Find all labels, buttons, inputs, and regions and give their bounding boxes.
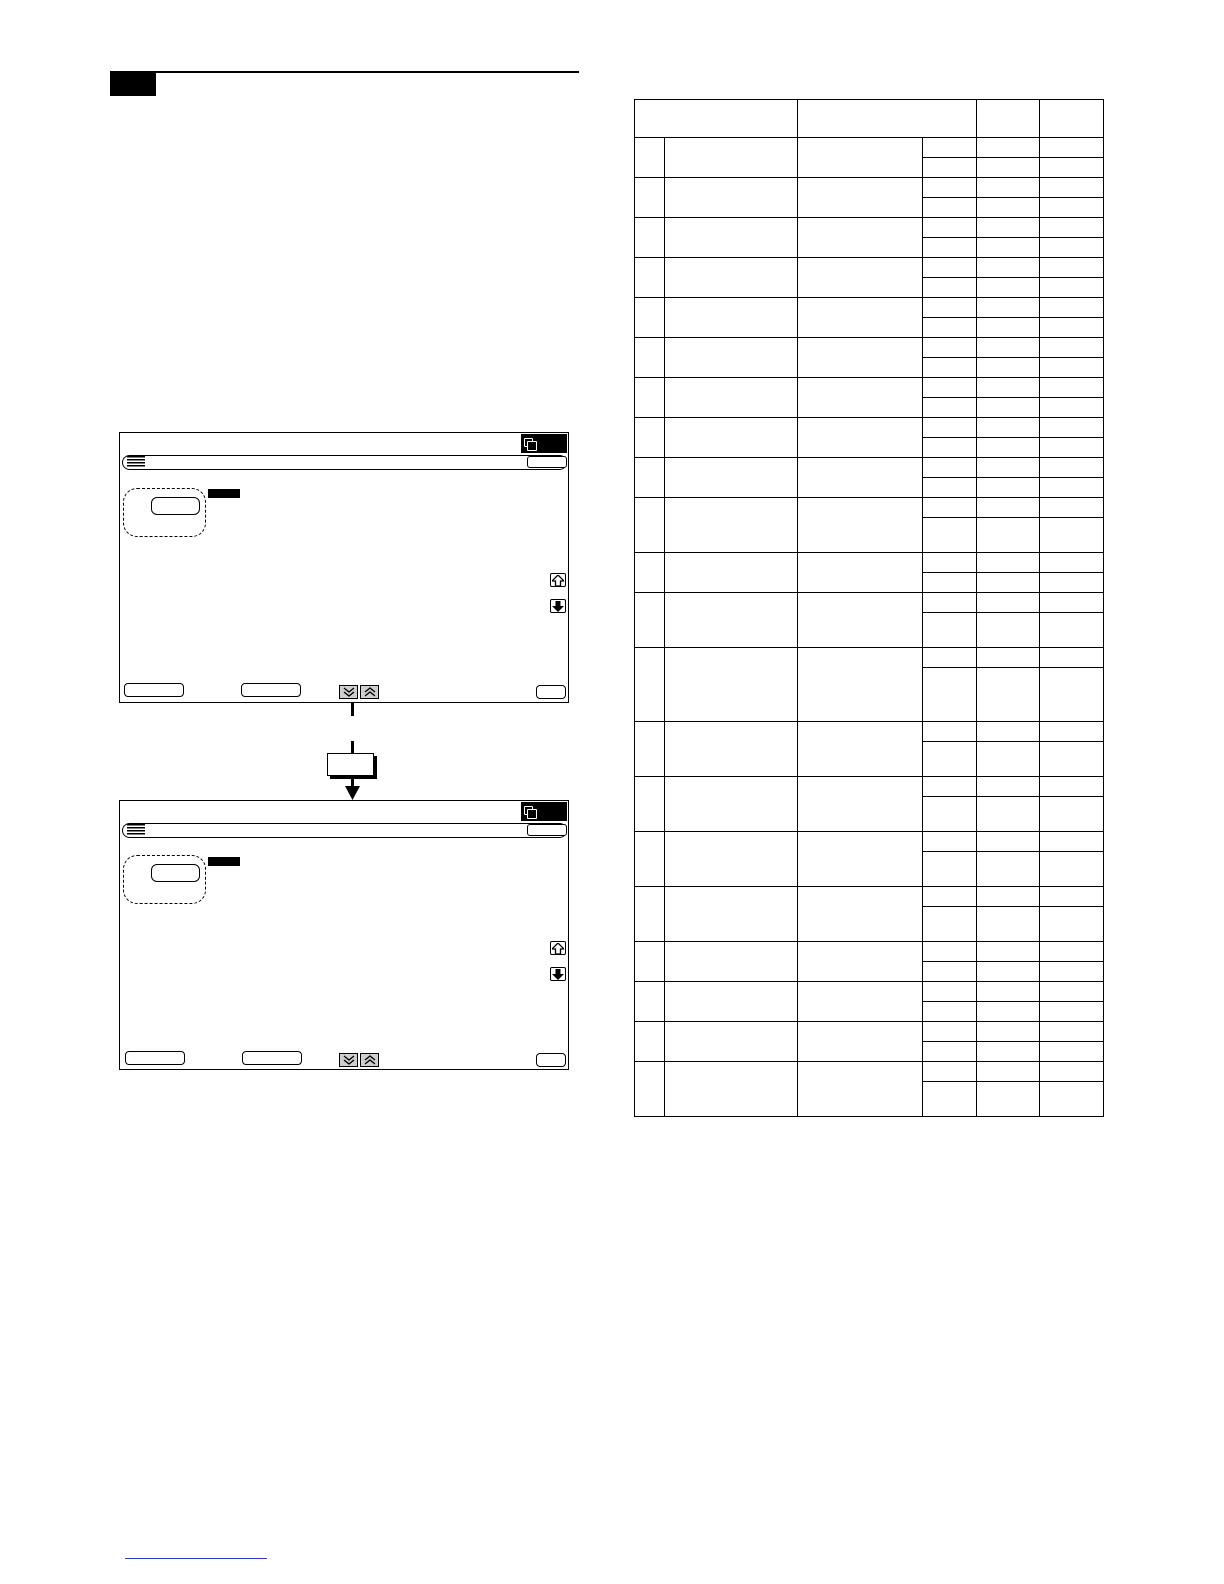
sub-cell — [923, 1042, 977, 1062]
screen-title — [128, 437, 508, 451]
double-down-icon — [343, 1055, 355, 1065]
value-b-cell — [1040, 478, 1104, 498]
row-number-cell — [635, 418, 665, 458]
value-a-cell — [977, 518, 1040, 553]
sub-cell — [923, 668, 977, 722]
flow-arrow-icon — [345, 786, 360, 800]
bottom-left-button[interactable] — [124, 683, 184, 697]
value-a-cell — [977, 418, 1040, 438]
sub-cell — [923, 613, 977, 648]
page-down-button[interactable] — [339, 685, 358, 699]
item-cell — [665, 418, 798, 458]
row-number-cell — [635, 258, 665, 298]
value-a-cell — [977, 593, 1040, 613]
menu-bar[interactable] — [122, 823, 567, 838]
tag-label — [208, 489, 240, 498]
value-a-cell — [977, 358, 1040, 378]
footer-link[interactable] — [125, 1558, 267, 1559]
spec-table — [634, 99, 1104, 1117]
sub-cell — [923, 942, 977, 962]
value-a-cell — [977, 907, 1040, 942]
value-a-cell — [977, 1022, 1040, 1042]
row-number-cell — [635, 378, 665, 418]
row-number-cell — [635, 458, 665, 498]
value-b-cell — [1040, 438, 1104, 458]
status-box — [521, 434, 567, 453]
double-down-icon — [343, 687, 355, 697]
value-b-cell — [1040, 1062, 1104, 1082]
scroll-down-arrow-icon — [552, 601, 564, 612]
table-row — [635, 258, 1104, 278]
value-a-cell — [977, 498, 1040, 518]
content-cell — [798, 138, 923, 178]
sub-cell — [923, 593, 977, 613]
value-a-cell — [977, 613, 1040, 648]
value-a-cell — [977, 478, 1040, 498]
value-a-cell — [977, 942, 1040, 962]
sub-cell — [923, 797, 977, 832]
value-a-cell — [977, 178, 1040, 198]
section-rule — [156, 71, 579, 73]
value-a-cell — [977, 742, 1040, 777]
value-b-cell — [1040, 398, 1104, 418]
sub-cell — [923, 438, 977, 458]
table-row — [635, 777, 1104, 797]
item-cell — [665, 593, 798, 648]
value-a-cell — [977, 648, 1040, 668]
content-cell — [798, 418, 923, 458]
value-b-cell — [1040, 418, 1104, 438]
sub-cell — [923, 498, 977, 518]
row-number-cell — [635, 887, 665, 942]
value-a-cell — [977, 458, 1040, 478]
item-cell — [665, 218, 798, 258]
value-b-cell — [1040, 852, 1104, 887]
section-tag — [110, 71, 156, 96]
value-a-cell — [977, 1002, 1040, 1022]
sub-cell — [923, 887, 977, 907]
row-number-cell — [635, 178, 665, 218]
menu-bar[interactable] — [122, 455, 567, 470]
sub-cell — [923, 138, 977, 158]
sub-cell — [923, 378, 977, 398]
value-b-cell — [1040, 887, 1104, 907]
value-b-cell — [1040, 907, 1104, 942]
value-a-cell — [977, 378, 1040, 398]
sub-cell — [923, 218, 977, 238]
value-b-cell — [1040, 138, 1104, 158]
screen-title — [128, 805, 508, 819]
sub-cell — [923, 198, 977, 218]
sub-cell — [923, 398, 977, 418]
item-cell — [665, 887, 798, 942]
group-button[interactable] — [151, 864, 200, 882]
sub-cell — [923, 648, 977, 668]
screen-panel-2 — [119, 800, 569, 1070]
value-b-cell — [1040, 742, 1104, 777]
content-cell — [798, 498, 923, 553]
table-row — [635, 1062, 1104, 1082]
value-b-cell — [1040, 962, 1104, 982]
flow-step-box — [327, 753, 374, 776]
sub-cell — [923, 418, 977, 438]
setting-group — [123, 855, 206, 904]
double-up-icon — [364, 1055, 376, 1065]
value-a-cell — [977, 777, 1040, 797]
content-cell — [798, 942, 923, 982]
scroll-up-button[interactable] — [550, 941, 566, 955]
value-b-cell — [1040, 573, 1104, 593]
table-row — [635, 942, 1104, 962]
scroll-down-arrow-icon — [552, 969, 564, 980]
sub-cell — [923, 982, 977, 1002]
value-b-cell — [1040, 593, 1104, 613]
content-cell — [798, 1062, 923, 1117]
value-b-cell — [1040, 238, 1104, 258]
table-row — [635, 178, 1104, 198]
content-cell — [798, 553, 923, 593]
item-cell — [665, 648, 798, 722]
item-cell — [665, 832, 798, 887]
value-b-cell — [1040, 358, 1104, 378]
value-a-cell — [977, 553, 1040, 573]
row-number-cell — [635, 218, 665, 258]
header-cell — [977, 100, 1040, 138]
table-row — [635, 832, 1104, 852]
value-b-cell — [1040, 258, 1104, 278]
value-a-cell — [977, 238, 1040, 258]
row-number-cell — [635, 498, 665, 553]
table-row — [635, 1022, 1104, 1042]
value-b-cell — [1040, 318, 1104, 338]
tag-label — [208, 857, 240, 866]
sub-cell — [923, 478, 977, 498]
value-b-cell — [1040, 298, 1104, 318]
value-b-cell — [1040, 648, 1104, 668]
sub-cell — [923, 158, 977, 178]
sub-cell — [923, 553, 977, 573]
value-b-cell — [1040, 553, 1104, 573]
page-up-button[interactable] — [360, 1053, 379, 1067]
row-number-cell — [635, 298, 665, 338]
content-cell — [798, 458, 923, 498]
sub-cell — [923, 777, 977, 797]
sub-cell — [923, 518, 977, 553]
scroll-up-arrow-icon — [552, 943, 564, 954]
row-number-cell — [635, 777, 665, 832]
bottom-left-button[interactable] — [125, 1051, 185, 1065]
row-number-cell — [635, 722, 665, 777]
item-cell — [665, 258, 798, 298]
table-row — [635, 553, 1104, 573]
value-a-cell — [977, 338, 1040, 358]
sub-cell — [923, 458, 977, 478]
value-a-cell — [977, 138, 1040, 158]
sub-cell — [923, 1062, 977, 1082]
value-a-cell — [977, 668, 1040, 722]
header-cell — [798, 100, 977, 138]
content-cell — [798, 338, 923, 378]
value-b-cell — [1040, 777, 1104, 797]
setting-group — [123, 488, 206, 537]
value-b-cell — [1040, 668, 1104, 722]
value-b-cell — [1040, 722, 1104, 742]
item-cell — [665, 722, 798, 777]
item-cell — [665, 553, 798, 593]
row-number-cell — [635, 942, 665, 982]
screen-panel-1 — [119, 432, 569, 703]
sub-cell — [923, 278, 977, 298]
row-number-cell — [635, 648, 665, 722]
value-b-cell — [1040, 218, 1104, 238]
value-b-cell — [1040, 1082, 1104, 1117]
sub-cell — [923, 318, 977, 338]
content-cell — [798, 887, 923, 942]
scroll-down-button[interactable] — [550, 599, 566, 613]
sub-cell — [923, 722, 977, 742]
item-cell — [665, 942, 798, 982]
table-row — [635, 218, 1104, 238]
group-button[interactable] — [151, 497, 200, 515]
table-row — [635, 138, 1104, 158]
row-number-cell — [635, 553, 665, 593]
sub-cell — [923, 852, 977, 887]
item-cell — [665, 458, 798, 498]
value-a-cell — [977, 278, 1040, 298]
value-a-cell — [977, 1082, 1040, 1117]
sub-cell — [923, 1002, 977, 1022]
table-row — [635, 498, 1104, 518]
value-a-cell — [977, 298, 1040, 318]
content-cell — [798, 832, 923, 887]
content-cell — [798, 1022, 923, 1062]
item-cell — [665, 1062, 798, 1117]
return-button[interactable] — [527, 456, 567, 468]
value-a-cell — [977, 198, 1040, 218]
table-header-row — [635, 100, 1104, 138]
value-a-cell — [977, 982, 1040, 1002]
content-cell — [798, 378, 923, 418]
flow-line-mid — [351, 741, 354, 753]
value-a-cell — [977, 398, 1040, 418]
sub-cell — [923, 258, 977, 278]
header-cell — [1040, 100, 1104, 138]
item-cell — [665, 178, 798, 218]
table-row — [635, 378, 1104, 398]
sub-cell — [923, 742, 977, 777]
content-cell — [798, 982, 923, 1022]
content-cell — [798, 178, 923, 218]
item-cell — [665, 378, 798, 418]
value-a-cell — [977, 158, 1040, 178]
row-number-cell — [635, 1062, 665, 1117]
bottom-right-button[interactable] — [536, 1053, 566, 1067]
item-cell — [665, 338, 798, 378]
item-cell — [665, 982, 798, 1022]
menu-icon — [127, 824, 145, 836]
item-cell — [665, 298, 798, 338]
sub-cell — [923, 832, 977, 852]
bottom-mid-button[interactable] — [242, 1051, 302, 1065]
value-a-cell — [977, 1042, 1040, 1062]
sub-cell — [923, 338, 977, 358]
value-b-cell — [1040, 1022, 1104, 1042]
value-a-cell — [977, 722, 1040, 742]
value-b-cell — [1040, 338, 1104, 358]
value-b-cell — [1040, 458, 1104, 478]
scroll-down-button[interactable] — [550, 967, 566, 981]
content-cell — [798, 593, 923, 648]
sub-cell — [923, 573, 977, 593]
value-a-cell — [977, 438, 1040, 458]
page-up-button[interactable] — [360, 685, 379, 699]
table-row — [635, 298, 1104, 318]
item-cell — [665, 777, 798, 832]
value-a-cell — [977, 218, 1040, 238]
content-cell — [798, 777, 923, 832]
value-a-cell — [977, 797, 1040, 832]
value-b-cell — [1040, 832, 1104, 852]
item-cell — [665, 498, 798, 553]
row-number-cell — [635, 1022, 665, 1062]
content-cell — [798, 218, 923, 258]
copy-mode-icon — [524, 438, 533, 447]
sub-cell — [923, 1022, 977, 1042]
sub-cell — [923, 178, 977, 198]
table-row — [635, 418, 1104, 438]
table-row — [635, 722, 1104, 742]
value-b-cell — [1040, 198, 1104, 218]
value-a-cell — [977, 852, 1040, 887]
value-a-cell — [977, 1062, 1040, 1082]
table-row — [635, 458, 1104, 478]
sub-cell — [923, 238, 977, 258]
value-a-cell — [977, 887, 1040, 907]
double-up-icon — [364, 687, 376, 697]
row-number-cell — [635, 338, 665, 378]
table-row — [635, 648, 1104, 668]
value-a-cell — [977, 962, 1040, 982]
value-a-cell — [977, 318, 1040, 338]
value-b-cell — [1040, 982, 1104, 1002]
row-number-cell — [635, 832, 665, 887]
page-down-button[interactable] — [339, 1053, 358, 1067]
return-button[interactable] — [527, 824, 567, 836]
value-b-cell — [1040, 178, 1104, 198]
menu-icon — [127, 456, 145, 468]
item-cell — [665, 138, 798, 178]
value-b-cell — [1040, 498, 1104, 518]
value-b-cell — [1040, 613, 1104, 648]
table-row — [635, 593, 1104, 613]
value-a-cell — [977, 258, 1040, 278]
value-b-cell — [1040, 1002, 1104, 1022]
table-row — [635, 887, 1104, 907]
row-number-cell — [635, 982, 665, 1022]
flow-line-top — [351, 703, 354, 716]
value-b-cell — [1040, 797, 1104, 832]
header-cell — [635, 100, 798, 138]
scroll-up-arrow-icon — [552, 575, 564, 586]
value-b-cell — [1040, 1042, 1104, 1062]
value-b-cell — [1040, 158, 1104, 178]
sub-cell — [923, 962, 977, 982]
row-number-cell — [635, 138, 665, 178]
table-row — [635, 982, 1104, 1002]
sub-cell — [923, 907, 977, 942]
content-cell — [798, 298, 923, 338]
status-box — [521, 802, 567, 821]
table-row — [635, 338, 1104, 358]
content-cell — [798, 648, 923, 722]
bottom-right-button[interactable] — [536, 685, 566, 699]
content-cell — [798, 258, 923, 298]
row-number-cell — [635, 593, 665, 648]
sub-cell — [923, 358, 977, 378]
sub-cell — [923, 298, 977, 318]
value-b-cell — [1040, 942, 1104, 962]
value-a-cell — [977, 573, 1040, 593]
item-cell — [665, 1022, 798, 1062]
sub-cell — [923, 1082, 977, 1117]
value-b-cell — [1040, 278, 1104, 298]
value-b-cell — [1040, 378, 1104, 398]
copy-mode-icon — [524, 806, 533, 815]
bottom-mid-button[interactable] — [241, 683, 301, 697]
content-cell — [798, 722, 923, 777]
scroll-up-button[interactable] — [550, 573, 566, 587]
value-a-cell — [977, 832, 1040, 852]
value-b-cell — [1040, 518, 1104, 553]
